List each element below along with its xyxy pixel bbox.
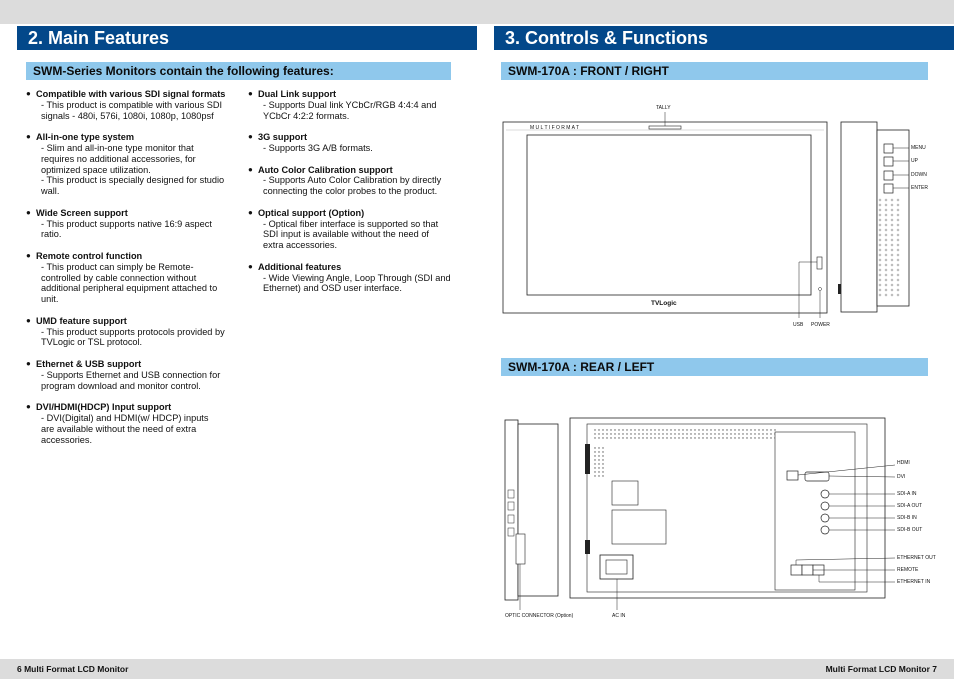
feature-title: ● All-in-one type system	[26, 132, 240, 143]
down-button	[884, 171, 893, 180]
hdmi-label: HDMI	[897, 460, 910, 466]
feature-title: ● Dual Link support	[248, 89, 463, 100]
feature-title: ● DVI/HDMI(HDCP) Input support	[26, 402, 240, 413]
left-side-body	[518, 424, 558, 596]
feature-description: - Slim and all-in-one type monitor that requires no additional accessories, for optimized space utilization. - This product is specially designed for studio wall.	[41, 142, 225, 197]
feature-description: - Supports 3G A/B formats.	[263, 142, 373, 153]
remote-label: REMOTE	[897, 567, 919, 573]
brand-logo: TVLogic	[651, 300, 677, 307]
lcd-screen	[527, 135, 811, 295]
rear-left-heading: SWM-170A : REAR / LEFT	[501, 358, 928, 376]
feature-title: ● Additional features	[248, 262, 463, 273]
usb-port	[817, 257, 822, 269]
enter-label: ENTER	[911, 185, 928, 191]
footer-left-page-number: 6 Multi Format LCD Monitor	[17, 664, 129, 674]
usb-label: USB	[793, 322, 804, 328]
feature-title: ● 3G support	[248, 132, 463, 143]
sdi-b-out-bnc	[821, 526, 829, 534]
feature-title: ● Remote control function	[26, 251, 240, 262]
tally-lamp	[649, 126, 681, 129]
feature-description: - Optical fiber interface is supported so that SDI input is available without the need of extra accessories.	[263, 218, 439, 251]
up-label: UP	[911, 158, 918, 164]
down-label: DOWN	[911, 172, 927, 178]
feature-description: - Wide Viewing Angle, Loop Through (SDI and Ethernet) and OSD user interface.	[263, 272, 451, 294]
optic-connector-label: OPTIC CONNECTOR (Option)	[505, 613, 574, 619]
feature-title: ● Auto Color Calibration support	[248, 165, 463, 176]
sdi-a-in-bnc	[821, 490, 829, 498]
feature-title: ● Wide Screen support	[26, 208, 240, 219]
feature-description: - This product supports native 16:9 aspect ratio.	[41, 218, 212, 240]
footer-right-page-number: Multi Format LCD Monitor 7	[825, 664, 937, 674]
hdmi-port	[787, 471, 798, 480]
sdi-a-in-label: SDI-A IN	[897, 491, 917, 497]
section-title-controls: 3. Controls & Functions	[494, 26, 954, 50]
feature-title: ● UMD feature support	[26, 316, 240, 327]
feature-title: ● Compatible with various SDI signal formats	[26, 89, 240, 100]
remote-port	[802, 565, 813, 575]
sdi-b-out-label: SDI-B OUT	[897, 527, 923, 533]
tally-label: TALLY	[656, 105, 671, 111]
ethernet-out-port	[791, 565, 802, 575]
power-label: POWER	[811, 322, 830, 328]
up-button	[884, 157, 893, 166]
menu-label: MENU	[911, 145, 926, 151]
dvi-label: DVI	[897, 474, 906, 480]
front-right-heading: SWM-170A : FRONT / RIGHT	[501, 62, 928, 80]
enter-button	[884, 184, 893, 193]
features-subtitle: SWM-Series Monitors contain the following features:	[26, 62, 451, 80]
feature-description: - This product supports protocols provided by TVLogic or TSL protocol.	[41, 326, 225, 348]
ethernet-in-label: ETHERNET IN	[897, 579, 931, 585]
feature-description: - This product can simply be Remote- controlled by cable connection without additional peripheral equipment attached to unit.	[41, 261, 218, 305]
feature-description: - This product is compatible with various SDI signals - 480i, 576i, 1080i, 1080p, 1080psf	[41, 99, 223, 121]
feature-description: - Supports Auto Color Calibration by directly connecting the color probes to the product.	[263, 175, 442, 197]
sdi-a-out-bnc	[821, 502, 829, 510]
bezel-text: M U L T I F O R M A T	[530, 125, 579, 131]
feature-description: - Supports Ethernet and USB connection for program download and monitor control.	[41, 369, 221, 391]
bottom-band	[0, 659, 954, 679]
feature-description: - Supports Dual link YCbCr/RGB 4:4:4 and YCbCr 4:2:2 formats.	[263, 99, 437, 121]
dvi-port	[805, 472, 829, 481]
sdi-b-in-label: SDI-B IN	[897, 515, 917, 521]
feature-title: ● Optical support (Option)	[248, 208, 463, 219]
feature-description: - DVI(Digital) and HDMI(w/ HDCP) inputs are available without the need of extra accessories.	[41, 412, 209, 445]
right-side-outline	[841, 122, 877, 312]
ethernet-out-label: ETHERNET OUT	[897, 555, 936, 561]
menu-button	[884, 144, 893, 153]
optic-connector	[516, 534, 525, 564]
sdi-a-out-label: SDI-A OUT	[897, 503, 923, 509]
ac-in-label: AC IN	[612, 613, 626, 619]
feature-title: ● Ethernet & USB support	[26, 359, 240, 370]
sdi-b-in-bnc	[821, 514, 829, 522]
section-title-main-features: 2. Main Features	[17, 26, 477, 50]
